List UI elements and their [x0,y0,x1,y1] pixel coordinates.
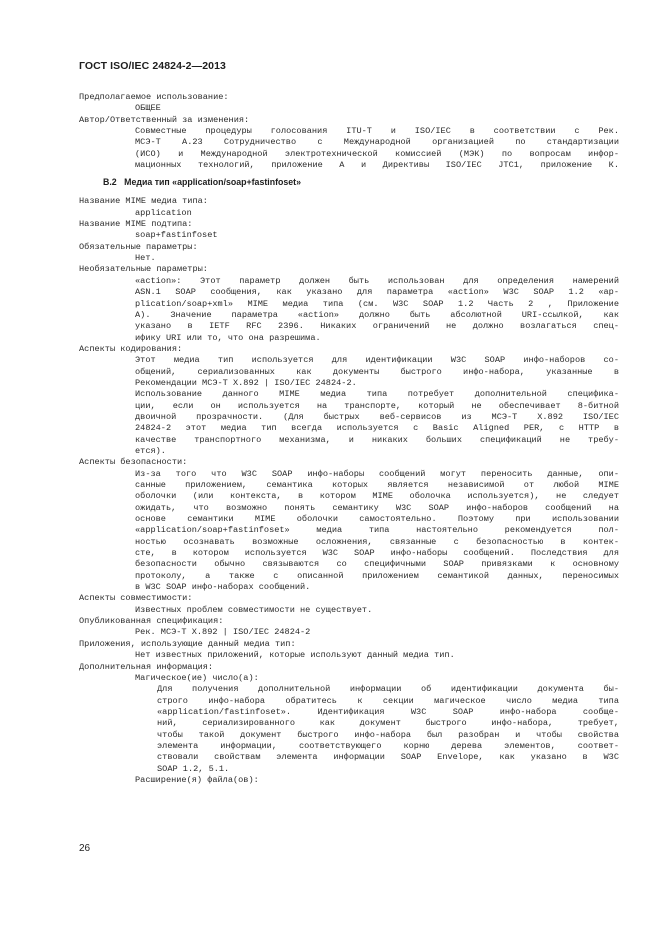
security-line: «application/soap+fastinfoset» медиа типа настоятельно рекомендуется пол- [135,525,619,536]
author-line: мационных технологий, приложение А и Директивы ISO/IEC JTC1, приложение К. [135,160,619,171]
optional-params-line: указано в IETF RFC 2396. Никаких ограничений не должно возлагаться спец- [135,321,619,332]
compat-value: Известных проблем совместимости не существует. [135,604,373,615]
security-label: Аспекты безопасности: [79,457,188,468]
security-line: в W3C SOAP инфо-наборах сообщений. [135,582,311,593]
security-line: ностью осознавать возможные осложнения, связанные с безопасностью в контек- [135,536,619,547]
magic-line: ний, сериализированного как документ быстрого инфо-набора, требует, [157,718,619,729]
encoding-line: двоичной прозрачности. (Для быстрых веб-сервисов из МСЭ-Т X.892 ISO/IEC [135,411,619,422]
mime-name-value: application [135,207,192,218]
magic-line: строго инфо-набора обратитесь к секции магическое число медиа типа [157,695,619,706]
required-params-value: Нет. [135,253,156,264]
author-label: Автор/Ответственный за изменения: [79,114,250,125]
mime-name-label: Название MIME медиа типа: [79,196,208,207]
encoding-line: качестве транспортного механизма, и никаких больших спецификаций не требу- [135,434,619,445]
optional-params-line: «action»: Этот параметр должен быть использован для определения намерений [135,275,619,286]
magic-line: чтобы такой документ быстрого инфо-набора был разобран и чтобы свойства [157,729,619,740]
encoding-line: Рекомендации МСЭ-Т X.892 | ISO/IEC 24824-2. [135,377,357,388]
encoding-line: ции, если он используется на транспорте, который не обеспечивает 8-битной [135,400,619,411]
published-value: Рек. МСЭ-Т X.892 | ISO/IEC 24824-2 [135,627,311,638]
optional-params-line: ифику URI или то, что она разрешима. [135,332,321,343]
security-line: основе семантики MIME оболочки самостоятельно. Поэтому при использовании [135,514,619,525]
security-line: сте, в котором используется W3C SOAP инфо-наборы сообщений. Последствия для [135,548,619,559]
published-label: Опубликованная спецификация: [79,616,224,627]
encoding-line: ется). [135,445,166,456]
apps-value: Нет известных приложений, которые используют данный медиа тип. [135,650,455,661]
encoding-line: Использование данного MIME медиа типа потребует дополнительной спецификa- [135,389,619,400]
optional-params-line: ASN.1 SOAP сообщения, как указано для параметра «action» W3C SOAP 1.2 «ap- [135,287,619,298]
encoding-label: Аспекты кодирования: [79,343,183,354]
magic-line: ствовали свойствам элемента информации SOAP Envelope, как указано в W3C [157,752,619,763]
security-line: протоколу, а также с описанной приложением семантикой данных, переносимых [135,570,619,581]
intended-use-label: Предполагаемое использование: [79,92,229,102]
optional-params-label: Необязательные параметры: [79,264,208,275]
optional-params-line: А). Значение параметра «action» должно быть абсолютной URI-ссылкой, как [135,309,619,320]
magic-line: SOAP 1.2, 5.1. [157,763,230,774]
security-line: Из-за того что W3C SOAP инфо-наборы сообщений могут переносить данные, опи- [135,468,619,479]
author-line: (ИСО) и Международной электротехнической комиссией (МЭК) по вопросам инфор- [135,148,619,159]
ext-label: Расширение(я) файла(ов): [135,774,259,785]
encoding-line: Этот медиа тип используется для идентификации W3C SOAP инфо-наборов со- [135,355,619,366]
additional-label: Дополнительная информация: [79,661,214,672]
magic-line: элемента информации, соответствующего корню дерева элементов, соответ- [157,740,619,751]
section-number: B.2 [103,177,117,188]
mime-subtype-label: Название MIME подтипа: [79,219,193,230]
mime-subtype-value: soap+fastinfoset [135,230,218,241]
page-number: 26 [79,843,91,854]
security-line: санные приложением, семантика которых является независимой от любой MIME [135,480,619,490]
document-header: ГОСТ ISO/IEC 24824-2—2013 [79,60,226,72]
security-line: безопасности обычно связываются со специфичными SOAP привязками к основному [135,559,619,570]
apps-label: Приложения, использующие данный медиа тип: [79,638,296,649]
encoding-line: общений, сериализованных как документы быстрого инфо-набора, указанные в [135,366,619,377]
magic-label: Магическое(ие) число(а): [135,672,259,683]
section-heading [79,177,619,189]
required-params-label: Обязательные параметры: [79,241,198,252]
magic-line: Для получения дополнительной информации об идентификации документа бы- [157,684,619,695]
intended-use-value: ОБЩЕЕ [135,103,161,114]
security-line: ожидать, что возможно понять семантику W3C SOAP инфо-наборов сообщений на [135,502,619,513]
section-title: Медиа тип «application/soap+fastinfoset» [124,177,301,188]
optional-params-line: plication/soap+xml» MIME медиа типа (см. W3C SOAP 1.2 Часть 2 , Приложение [135,298,619,309]
document-body [79,92,619,786]
encoding-line: 24824-2 этот медиа тип всегда используется с Basic Aligned PER, с HTTP в [135,423,619,434]
author-line: МСЭ-Т А.23 Сотрудничество с Международной организацией по стандартизации [135,137,619,148]
author-line: Совместные процедуры голосования ITU-T и ISO/IEC в соответствии с Рек. [135,126,619,137]
security-line: оболочки (или контекста, в котором MIME оболочка используется), не следует [135,491,619,502]
magic-line: «application/fastinfoset». Идентификация W3C SOAP инфо-набора сообще- [157,706,619,717]
compat-label: Аспекты совместимости: [79,593,193,604]
